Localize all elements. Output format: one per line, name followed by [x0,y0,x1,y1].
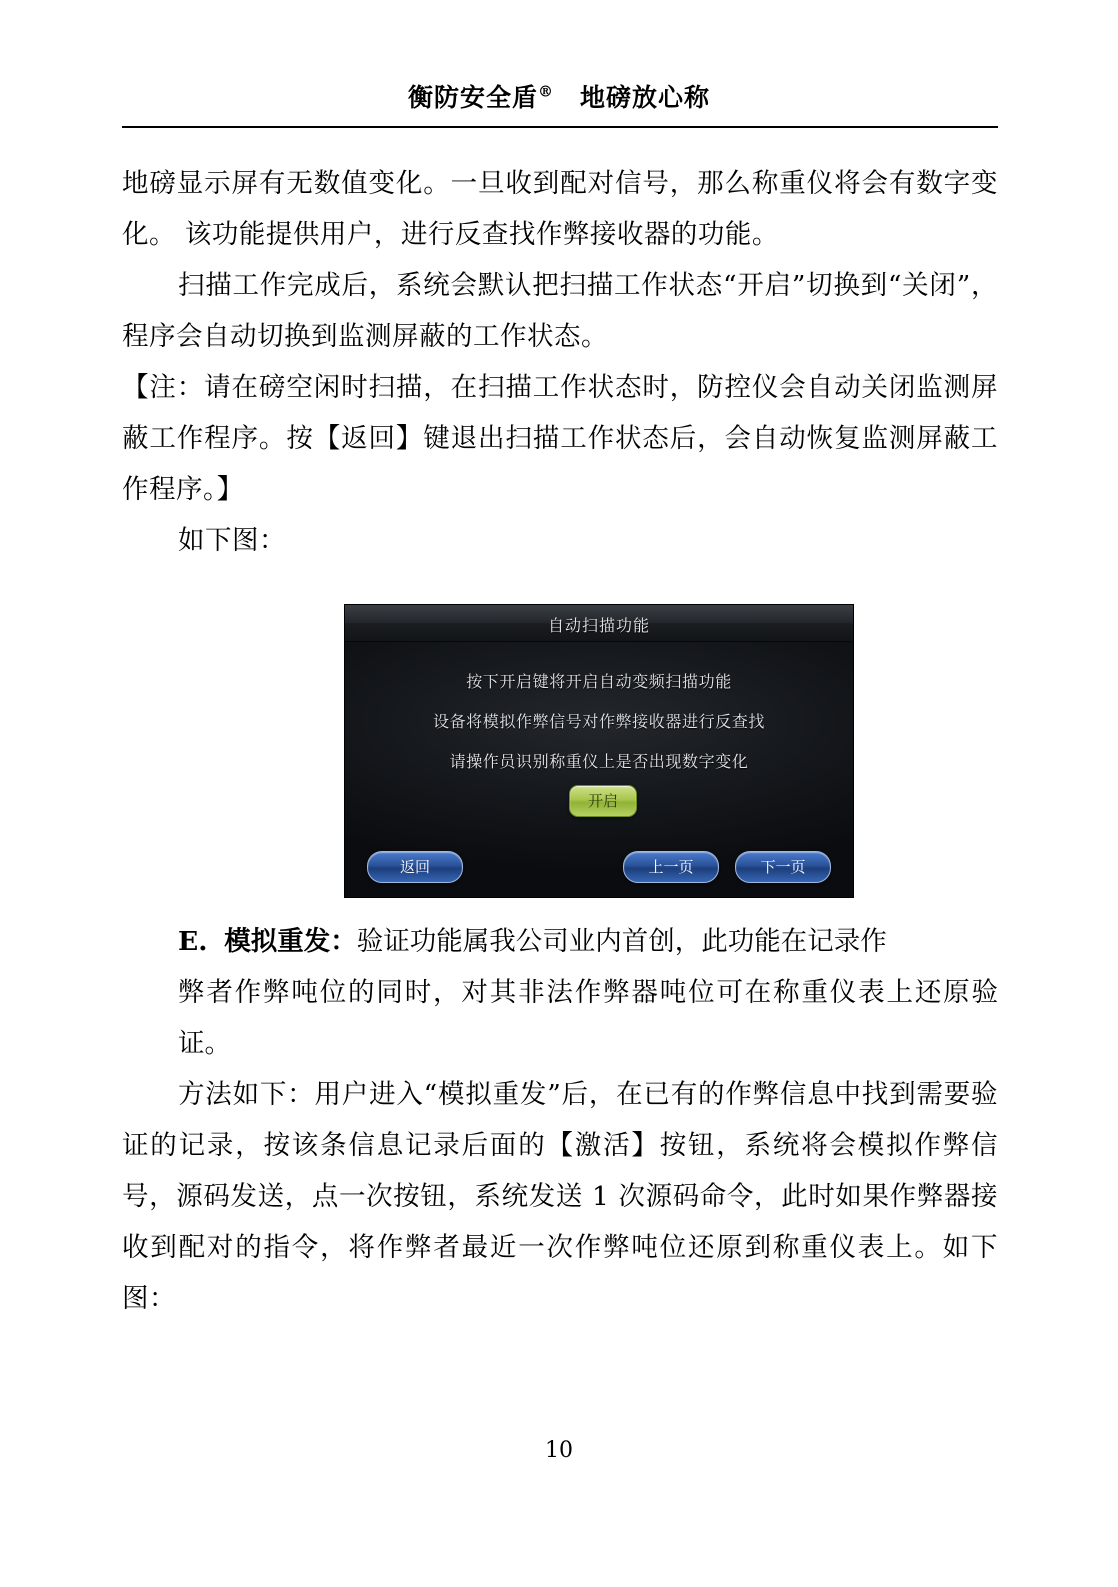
paragraph-2: 扫描工作完成后，系统会默认把扫描工作状态“开启”切换到“关闭”，程序会自动切换到监测屏蔽的工作状态。 [122,270,998,352]
figure-auto-scan-screen [344,604,854,898]
previous-page-button[interactable]: 上一页 [623,851,719,883]
back-button[interactable]: 返回 [367,851,463,883]
registered-trademark-icon: ® [538,82,554,101]
section-e-method [122,1069,998,1324]
device-instruction-line-2: 设备将模拟作弊信号对作弊接收器进行反查找 [432,712,765,731]
device-screen-title: 自动扫描功能 [547,616,650,635]
device-instruction-line-3: 请操作员识别称重仪上是否出现数字变化 [449,752,749,771]
header-title-secondary: 地磅放心称 [580,83,711,112]
body-text-top [122,158,998,566]
paragraph-note: 【注：请在磅空闲时扫描，在扫描工作状态时，防控仪会自动关闭监测屏蔽工作程序。按【返回】键退出扫描工作状态后，会自动恢复监测屏蔽工作程序。】 [122,372,998,505]
page-number: 10 [545,1438,573,1463]
section-e-heading [122,916,998,1069]
section-e-text-first: 验证功能属我公司业内首创，此功能在记录作 [356,926,887,957]
paragraph-method: 方法如下：用户进入“模拟重发”后，在已有的作弊信息中找到需要验证的记录，按该条信息记录后面的【激活】按钮，系统将会模拟作弊信号，源码发送，点一次按钮，系统发送 1 次源码命令，此时如果作弊器接收到配对的指令，将作弊者最近一次作弊吨位还原到称重仪表上。如下图： [122,1079,998,1314]
header-title [408,78,710,114]
device-screen [344,604,854,898]
section-e-line-1 [122,916,998,967]
section-e-letter: E. [178,926,208,957]
section-e-text-rest: 弊者作弊吨位的同时，对其非法作弊器吨位可在称重仪表上还原验证。 [178,977,998,1059]
device-instruction-line-1: 按下开启键将开启自动变频扫描功能 [466,672,732,691]
section-e-name: 模拟重发 [224,926,331,957]
start-scan-button[interactable]: 开启 [569,785,637,817]
page-footer [0,1438,1118,1463]
header-title-main: 衡防安全盾 [407,83,538,112]
header-divider [122,126,998,128]
section-e-colon: ： [330,926,357,957]
paragraph-figure-lead: 如下图： [178,525,286,556]
next-page-button[interactable]: 下一页 [735,851,831,883]
paragraph-1: 地磅显示屏有无数值变化。一旦收到配对信号，那么称重仪将会有数字变化。 该功能提供用户，进行反查找作弊接收器的功能。 [122,168,998,250]
page-header [0,78,1118,114]
